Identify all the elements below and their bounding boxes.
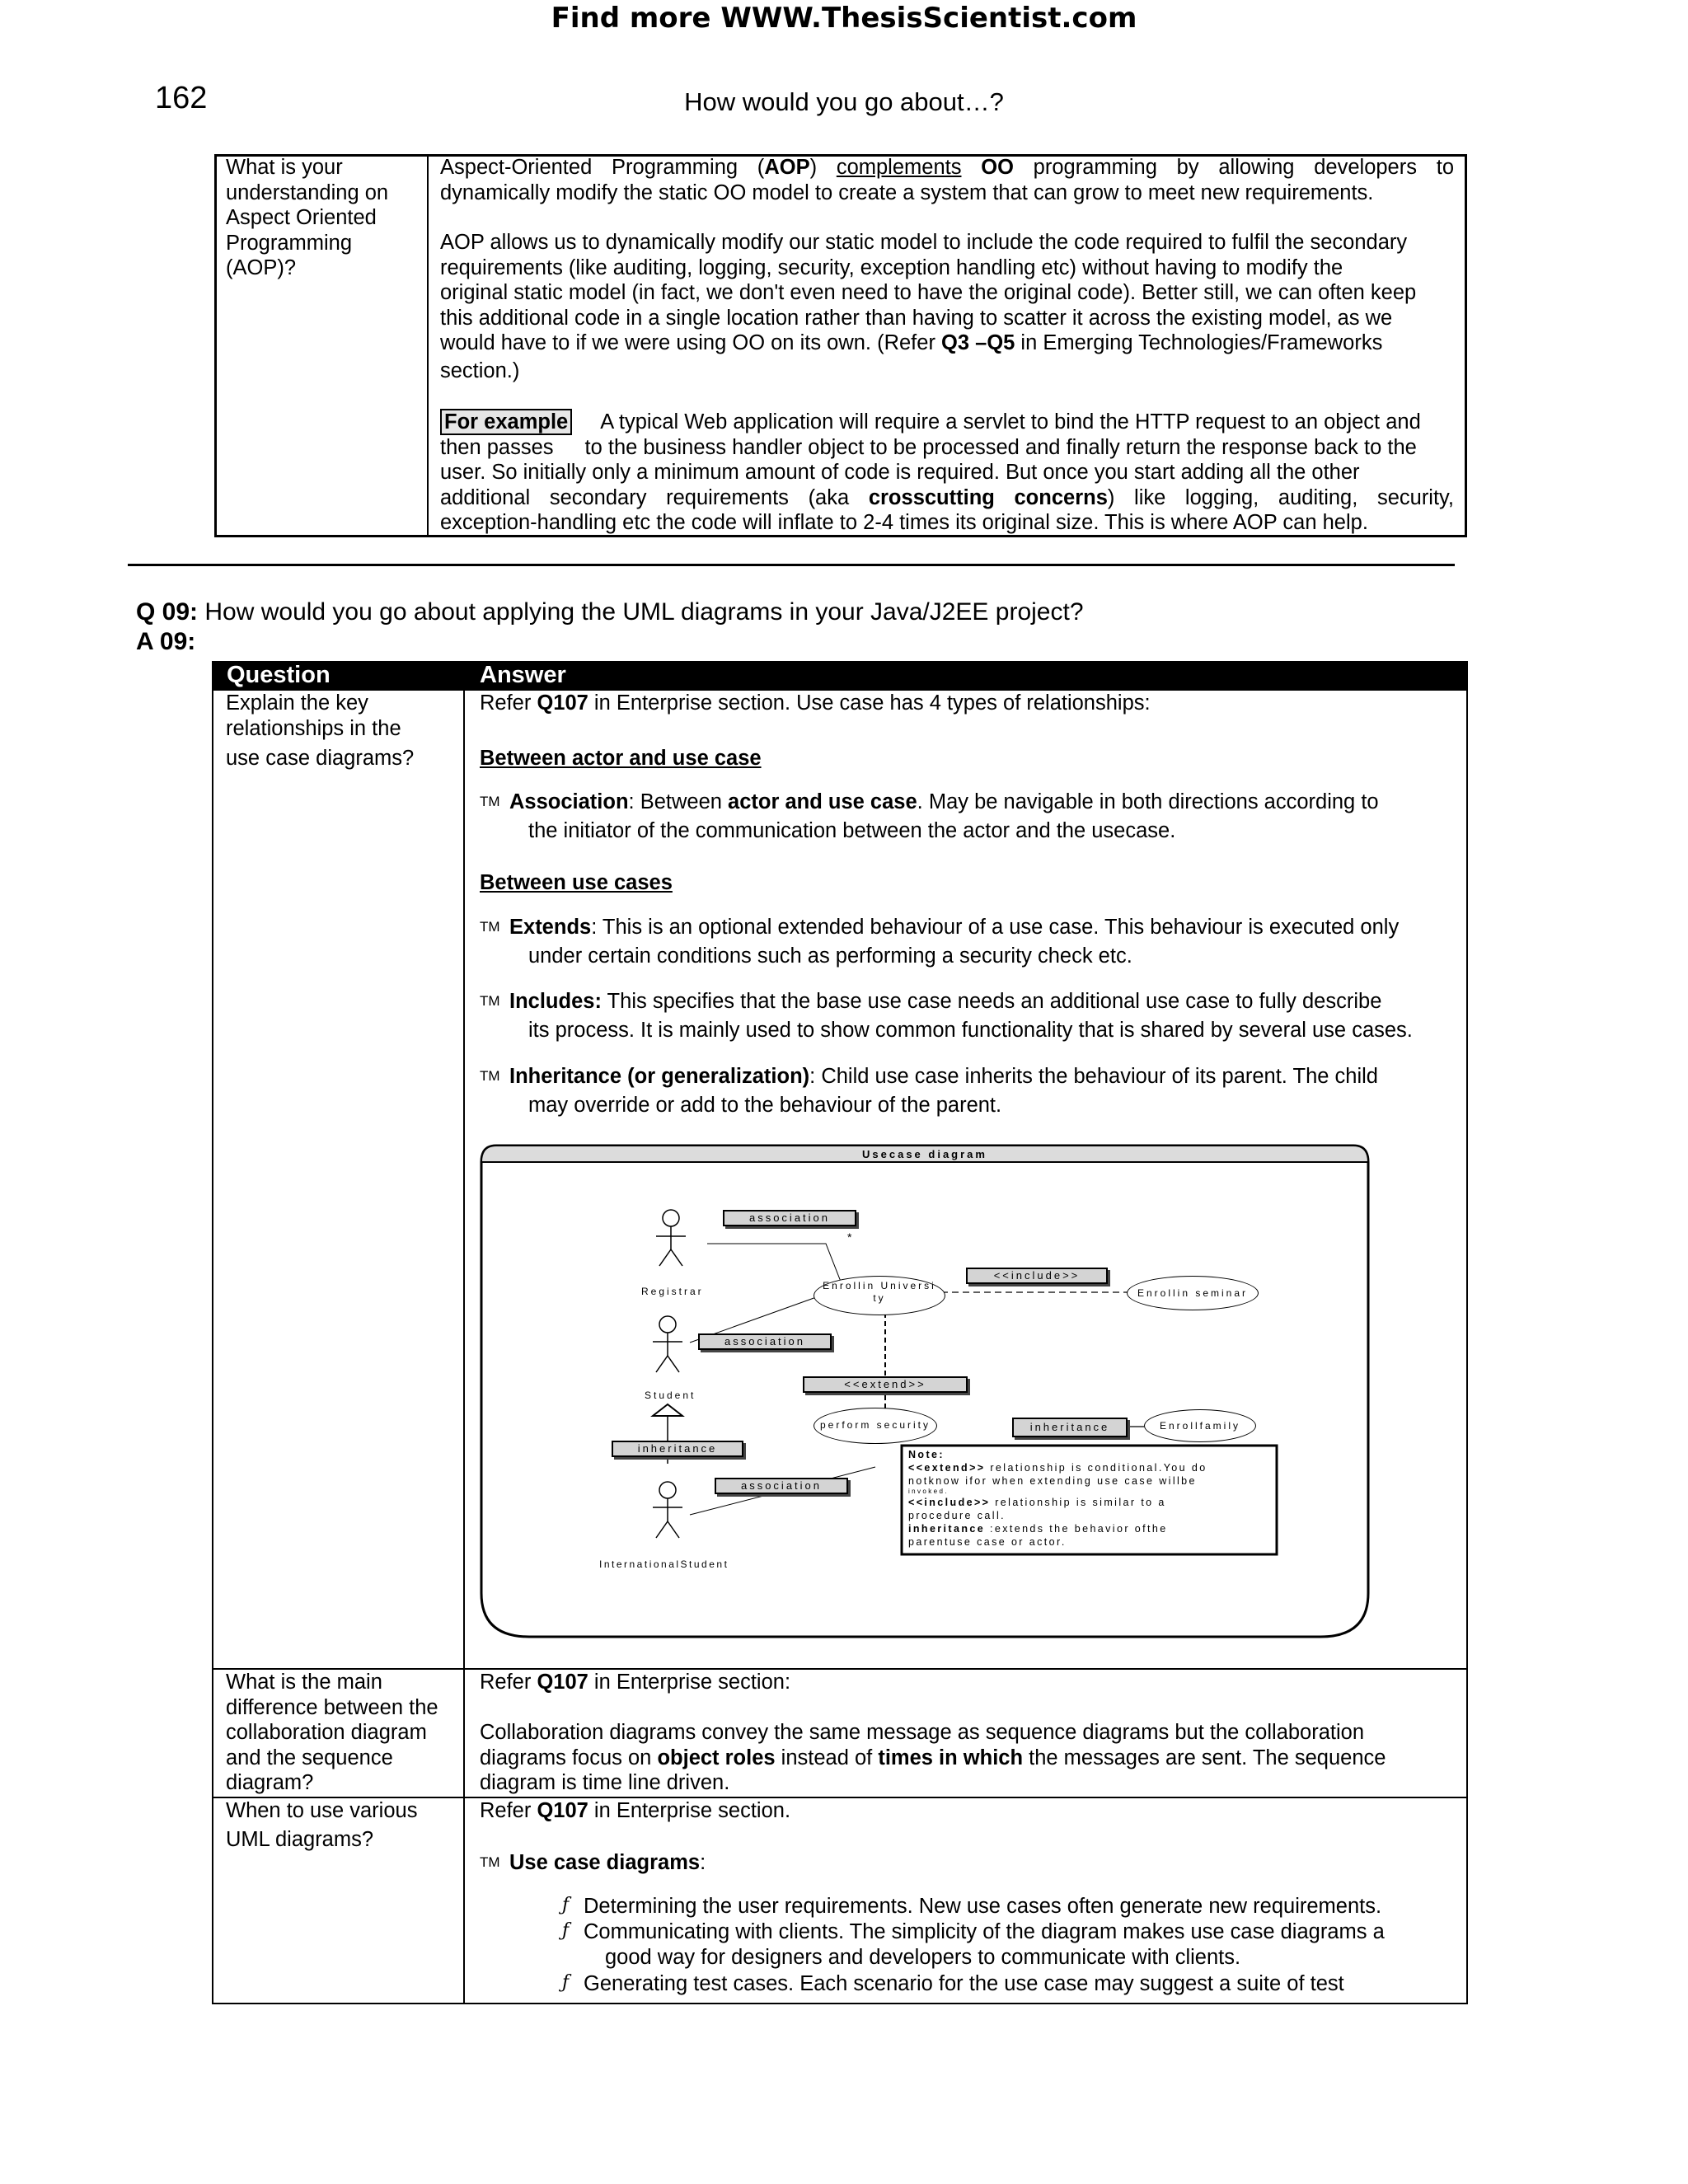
- association-label-3: association: [715, 1478, 848, 1494]
- row1-inheritance: Inheritance (or generalization): Child use case inherits the behaviour of its parent. The child: [509, 1065, 1378, 1088]
- tm-bullet-2: TM: [480, 919, 500, 935]
- f-bullet-3: ƒ: [562, 1972, 570, 1993]
- aop-example-line4: additional secondary requirements (aka crosscutting concerns) like logging, auditing, security,: [440, 485, 1455, 509]
- usecase-enroll-university: Enrollin Universi ty: [814, 1276, 945, 1315]
- row1-sub-actor-usecase: Between actor and use case: [480, 747, 762, 770]
- inheritance-label-1: inheritance: [612, 1441, 743, 1457]
- table-header: [212, 661, 1468, 691]
- aop-example-line1: For example A typical Web application will require a servlet to bind the HTTP request to an object and: [440, 410, 1454, 435]
- row1-intro: Refer Q107 in Enterprise section. Use case has 4 types of relationships:: [480, 691, 1151, 715]
- aop-example-line2: then passes to the business handler object to be processed and finally return the response back to the: [440, 435, 1417, 459]
- row2-body: Collaboration diagrams convey the same message as sequence diagrams but the collaboration diagrams focus on object roles instead of times in which the messages are sent. The sequence diagram is time line driven.: [480, 1721, 1386, 1794]
- international-student-label: InternationalStudent: [599, 1558, 729, 1570]
- diagram-title: Usecase diagram: [862, 1148, 987, 1160]
- q09-answer-label: A 09:: [136, 628, 196, 655]
- extend-label: <<extend>>: [803, 1376, 968, 1393]
- section-divider: [128, 564, 1455, 566]
- association-label-1: association: [723, 1210, 856, 1226]
- header-question: Question: [227, 662, 331, 688]
- aop-answer: Aspect-Oriented Programming (AOP) complements OO programming by allowing developers to dynamically modify the static OO model to create a system that can grow to meet new requirements. AOP allows us to dynamically modify our static model to include the code required to fulfil the secondary requirements (like auditing, logging, security, exception handling etc) without having to modify the original static model (in fact, we don't even need to have the original code). Better still, we can often keep this additional code in a single location rather than having to scatter it across the existing model, as we would have to if we were using OO on its own. (Refer Q3 –Q5 in Emerging Technologies/Frameworks section.) For example A typical Web application will require a servlet to bind the HTTP request to an object and then passes to the business handler object to be processed and finally return the response back to the user. So initially only a minimum amount of code is required. But once you start adding all the other additional secondary requirements (aka crosscutting concerns) like logging, auditing, security, exception-handling etc the code will inflate to 2-4 times its original size. This is where AOP can help.: [440, 156, 1455, 534]
- aop-p2-line5: would have to if we were using OO on its own. (Refer Q3 –Q5 in Emerging Technologies/Frameworks: [440, 331, 1383, 354]
- for-example-label: For example: [440, 409, 572, 435]
- student-label: Student: [645, 1390, 696, 1401]
- usecase-enroll-family: Enrollfamily: [1144, 1409, 1256, 1442]
- row1-includes: Includes: This specifies that the base use case needs an additional use case to fully describe: [509, 990, 1382, 1013]
- table-left-border: [212, 691, 213, 2004]
- tm-bullet-4: TM: [480, 1068, 500, 1084]
- row3-usecase-heading: Use case diagrams:: [509, 1851, 706, 1874]
- diagram-note: Note: <<extend>> relationship is conditional.You do notknow ifor when extending use case willbe invoked. <<include>> relationship is similar to a procedure call. inheritance :extends the behavior ofthe parentuse case or actor.: [908, 1449, 1207, 1548]
- row1-extends: Extends: This is an optional extended behaviour of a use case. This behaviour is executed only: [509, 916, 1400, 939]
- f-bullet-2: ƒ: [562, 1920, 570, 1941]
- row1-association: Association: Between actor and use case. May be navigable in both directions according to: [509, 790, 1379, 813]
- aop-question: What is your understanding on Aspect Oriented Programming (AOP)?: [226, 156, 389, 279]
- header-answer: Answer: [480, 662, 566, 688]
- aop-table-divider: [427, 155, 429, 537]
- site-banner: Find more WWW.ThesisScientist.com: [551, 2, 1137, 35]
- row2-intro: Refer Q107 in Enterprise section:: [480, 1671, 791, 1694]
- f-bullet-1: ƒ: [562, 1895, 570, 1915]
- usecase-enroll-seminar: Enrollin seminar: [1127, 1276, 1259, 1310]
- table-mid-border: [463, 691, 465, 2004]
- row1-question: Explain the key relationships in the use case diagrams?: [226, 691, 415, 770]
- registrar-label: Registrar: [641, 1286, 704, 1297]
- table-right-border: [1466, 691, 1468, 2004]
- multiplicity-star: *: [847, 1230, 852, 1244]
- usecase-perform-security: perform security: [814, 1408, 937, 1444]
- include-label: <<include>>: [966, 1268, 1108, 1284]
- usecase-diagram: [480, 1144, 1370, 1638]
- inheritance-label-2: inheritance: [1012, 1418, 1128, 1437]
- table-bottom-border: [212, 2003, 1468, 2004]
- tm-bullet-5: TM: [480, 1854, 500, 1870]
- aop-p1-line1: Aspect-Oriented Programming (AOP) complements OO programming by allowing developers to: [440, 156, 1455, 179]
- row1-sub-between-usecases: Between use cases: [480, 871, 673, 894]
- page-number: 162: [155, 81, 208, 115]
- tm-bullet-3: TM: [480, 993, 500, 1009]
- association-label-2: association: [698, 1333, 832, 1350]
- tm-bullet-1: TM: [480, 794, 500, 809]
- row2-question: What is the main difference between the collaboration diagram and the sequence diagram?: [226, 1671, 438, 1794]
- q09-question: Q 09: How would you go about applying the UML diagrams in your Java/J2EE project?: [136, 598, 1084, 626]
- running-head: How would you go about…?: [684, 87, 1004, 116]
- row3-question: When to use various UML diagrams?: [226, 1799, 418, 1851]
- row3-intro: Refer Q107 in Enterprise section.: [480, 1799, 791, 1822]
